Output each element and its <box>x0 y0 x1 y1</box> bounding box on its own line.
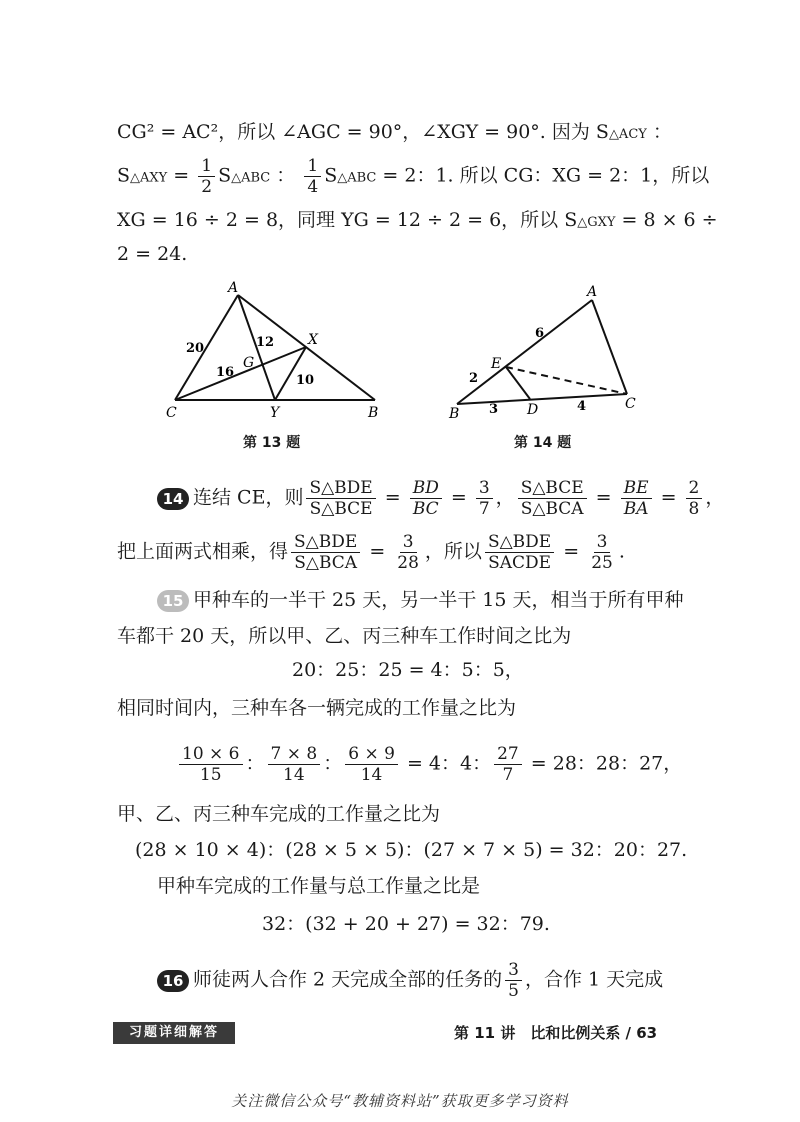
para13-line3-end: = 8 × 6 ÷ <box>615 209 718 231</box>
fig14-label-a: A <box>587 284 598 300</box>
q15-frac1 <box>179 744 243 785</box>
fig13-length-ag: 12 <box>256 335 275 350</box>
fraction-half <box>198 156 215 197</box>
fraction-half-num: 1 <box>198 156 215 177</box>
q15-frac2 <box>268 744 321 785</box>
q15-line4 <box>117 694 516 722</box>
para13-line2-colon: ： <box>270 164 302 187</box>
q16-frac <box>505 960 522 1001</box>
fig14-length-dc: 4 <box>577 399 587 414</box>
q15-frac1-num: 10 × 6 <box>179 744 243 765</box>
q15-line8-text: 甲种车完成的工作量与总工作量之比是 <box>157 875 481 897</box>
q14-frac6 <box>686 478 703 519</box>
fig13-label-b: B <box>368 405 379 421</box>
q15-line2-text: 车都干 20 天，所以甲、乙、丙三种车工作时间之比为 <box>117 625 572 647</box>
q15-frac4 <box>494 744 522 785</box>
q14-frac4-den: S△BCA <box>520 499 584 519</box>
q14-text3: ，所以 <box>424 540 482 563</box>
para13-line4-text: 2 = 24. <box>117 243 188 265</box>
q14-frac2-num: BD <box>410 478 442 499</box>
q15-line5: $\frac{10 \times 6}{15}$ ： $\frac{7 \times 8}{14}$ ： $\frac{6 \times 9}{14}$ = 4：4： $\frac{27}{7}$ = 28：28：27， <box>176 744 682 785</box>
fig14-side-ac <box>592 300 627 394</box>
fig14-caption: 第 14 题 <box>514 435 572 451</box>
q14-frac1-den: S△BCE <box>309 499 373 519</box>
q14-frac6-den: 8 <box>688 499 700 519</box>
q15-frac2-den: 14 <box>283 765 305 785</box>
q14-frac5-num: BE <box>621 478 652 499</box>
figure-13 <box>160 280 390 422</box>
q14-frac2 <box>410 478 442 519</box>
q14-frac4 <box>518 478 587 519</box>
q15-frac2-num: 7 × 8 <box>268 744 321 765</box>
q14-number-badge: 14 <box>157 488 189 510</box>
q14-text1: 连结 CE，则 <box>193 486 304 509</box>
q16-frac-den: 5 <box>508 981 519 1001</box>
fraction-half-den: 2 <box>201 177 213 197</box>
q14-frac9-num: S△BDE <box>485 532 554 553</box>
q15-line1 <box>157 586 684 614</box>
watermark-text: 关注微信公众号“教辅资料站”获取更多学习资料 <box>231 1092 569 1110</box>
para13-line2-s1: S <box>117 164 131 187</box>
q14-line1: 14 连结 CE，则 $\frac{\text{S△BDE}}{\text{S△BCE}}$ = $\frac{BD}{BC}$ = $\frac{3}{7}$ ， $\frac{\text{S△BCE}}{\text{S△BCA}}$ = $\frac{BE}{BA}$ = $\frac{2}{8}$ ， <box>157 478 724 519</box>
q16-text2: ，合作 1 天完成 <box>525 968 664 991</box>
q15-line5-end: = 28：28：27， <box>524 752 683 775</box>
q15-frac4-den: 7 <box>502 765 514 785</box>
fig14-segment-ed <box>506 367 530 399</box>
q14-frac7-den: S△BCA <box>294 553 358 573</box>
q14-line2: 把上面两式相乘，得 $\frac{\text{S△BDE}}{\text{S△BCA}}$ = $\frac{3}{28}$ ，所以 $\frac{\text{S△BDE}}{\text{SACDE}}$ = $\frac{3}{25}$ . <box>117 532 625 573</box>
q14-frac10-den: 25 <box>591 553 613 573</box>
q15-frac3-den: 14 <box>360 765 383 785</box>
q14-frac10 <box>588 532 616 573</box>
q14-text2: 把上面两式相乘，得 <box>117 540 289 563</box>
fig14-length-be: 2 <box>469 371 479 386</box>
q16-text1: 师徒两人合作 2 天完成全部的任务的 <box>193 968 503 991</box>
q15-frac1-den: 15 <box>199 765 222 785</box>
q15-frac4-num: 27 <box>494 744 522 765</box>
para13-line3-sub: △GXY <box>577 215 616 230</box>
fig13-caption: 第 13 题 <box>243 435 301 451</box>
fig13-length-cg: 16 <box>216 365 235 380</box>
fraction-quarter-num: 1 <box>304 156 321 177</box>
q14-frac3 <box>476 478 493 519</box>
para13-line2-s3-sub: △ABC <box>337 170 377 186</box>
fig14-label-e: E <box>491 356 502 372</box>
q15-line8 <box>157 872 480 900</box>
fig13-label-a: A <box>228 280 239 296</box>
q14-eq1: = <box>378 486 407 509</box>
fig14-side-ab <box>457 300 592 404</box>
para13-line2-s2-sub: △ABC <box>231 170 271 186</box>
q15-line6 <box>117 800 440 828</box>
q15-number-badge: 15 <box>157 590 189 612</box>
figure-14 <box>445 280 645 422</box>
q15-line2 <box>117 622 571 650</box>
fraction-quarter-den: 4 <box>307 177 319 197</box>
q15-line9-text: 32：(32 + 20 + 27) = 32：79. <box>262 913 550 935</box>
para13-line2-s3: S <box>324 164 338 187</box>
fig13-label-g: G <box>243 355 255 371</box>
para13-line1 <box>117 118 672 149</box>
fig14-label-d: D <box>527 402 539 418</box>
q15-line7 <box>135 836 687 864</box>
q14-frac3-den: 7 <box>478 499 490 519</box>
q15-line3 <box>292 656 524 684</box>
fig14-label-b: B <box>449 406 460 422</box>
q14-frac8 <box>394 532 422 573</box>
para13-line3 <box>117 206 718 237</box>
para13-line3-text: XG = 16 ÷ 2 = 8，同理 YG = 12 ÷ 2 = 6，所以 S <box>117 209 578 231</box>
fig13-label-c: C <box>166 405 177 421</box>
q14-frac7-num: S△BDE <box>291 532 360 553</box>
para13-line4 <box>117 240 187 268</box>
q15-line4-text: 相同时间内，三种车各一辆完成的工作量之比为 <box>117 697 517 719</box>
q15-frac3 <box>345 744 398 785</box>
fig13-label-y: Y <box>270 405 280 421</box>
fig13-side-ac <box>175 295 238 400</box>
q14-frac8-num: 3 <box>400 532 417 553</box>
para13-line2-s2: S <box>218 164 232 187</box>
para13-line1-end: ： <box>646 121 672 143</box>
q16-line1 <box>157 960 663 1001</box>
q14-frac10-num: 3 <box>594 532 611 553</box>
para13-line2-end: = 2：1. 所以 CG：XG = 2：1，所以 <box>376 164 710 187</box>
q14-frac6-num: 2 <box>686 478 703 499</box>
q14-frac7 <box>291 532 360 573</box>
q15-line5-mid: = 4：4： <box>400 752 492 775</box>
para13-line1-sub: △ACY <box>608 127 647 142</box>
q16-number-badge: 16 <box>157 970 189 992</box>
para13-line2-s1-sub: △AXY <box>130 170 168 186</box>
q14-frac9-den: SACDE <box>488 553 552 573</box>
fig14-length-ae: 6 <box>535 326 545 341</box>
q14-frac1 <box>306 478 375 519</box>
para13-line2 <box>117 156 709 197</box>
fig14-side-bc <box>457 394 627 404</box>
para13-line2-eq: = <box>167 164 196 187</box>
q14-frac9 <box>485 532 554 573</box>
fig13-length-ac: 20 <box>186 341 205 356</box>
fraction-quarter <box>304 156 321 197</box>
footer-section-tag: 习题详细解答 <box>113 1022 235 1044</box>
fig13-label-x: X <box>308 332 318 348</box>
q15-line9 <box>262 910 550 938</box>
fig13-length-xy: 10 <box>296 373 315 388</box>
q14-frac1-num: S△BDE <box>306 478 375 499</box>
q16-frac-num: 3 <box>505 960 522 981</box>
q14-frac5-den: BA <box>623 499 649 519</box>
q14-frac3-num: 3 <box>476 478 493 499</box>
q14-frac4-num: S△BCE <box>518 478 587 499</box>
fig14-label-c: C <box>625 396 636 412</box>
q15-line6-text: 甲、乙、丙三种车完成的工作量之比为 <box>117 803 441 825</box>
q15-frac3-num: 6 × 9 <box>345 744 398 765</box>
para13-line1-text: CG² = AC²，所以 ∠AGC = 90°，∠XGY = 90°. 因为 S <box>117 121 609 143</box>
q15-line3-text: 20：25：25 = 4：5：5， <box>292 659 524 681</box>
q15-line7-text: (28 × 10 × 4)：(28 × 5 × 5)：(27 × 7 × 5) = 32：20：27. <box>135 839 688 861</box>
q14-frac8-den: 28 <box>397 553 419 573</box>
fig14-length-bd: 3 <box>489 402 499 417</box>
q14-frac5 <box>621 478 652 519</box>
q15-line1-text: 甲种车的一半干 25 天，另一半干 15 天，相当于所有甲种 <box>193 589 684 611</box>
footer-chapter-page: 第 11 讲 比和比例关系 / 63 <box>454 1024 658 1042</box>
q14-frac2-den: BC <box>412 499 439 519</box>
